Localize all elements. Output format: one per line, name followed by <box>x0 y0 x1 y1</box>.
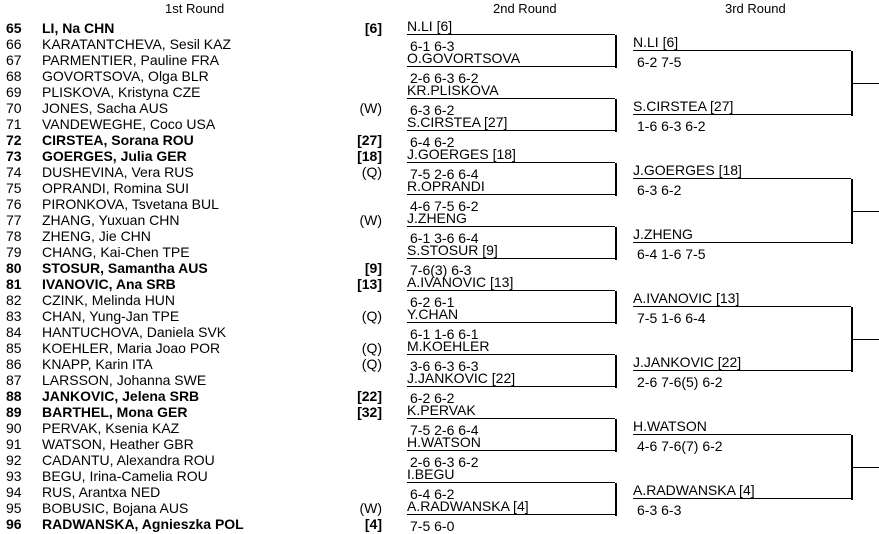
player-name: ZHANG, Yuxuan CHN <box>42 212 180 228</box>
round3-score: 1-6 6-3 6-2 <box>637 118 706 134</box>
round2-winner: A.IVANOVIC [13] <box>407 274 615 291</box>
player-row <box>0 484 385 500</box>
round3-winner: N.LI [6] <box>633 34 851 51</box>
round2-winner: Y.CHAN <box>407 306 615 323</box>
round2-score: 4-6 7-5 6-2 <box>410 198 479 214</box>
player-num: 72 <box>6 132 22 148</box>
round2-score: 6-4 6-2 <box>410 134 455 150</box>
player-num: 78 <box>6 228 22 244</box>
player-num: 86 <box>6 356 22 372</box>
player-row <box>0 324 385 340</box>
player-row <box>0 436 385 452</box>
round2-score: 3-6 6-3 6-3 <box>410 358 479 374</box>
player-row <box>0 404 385 420</box>
round2-score: 7-5 2-6 6-4 <box>410 166 479 182</box>
player-num: 82 <box>6 292 22 308</box>
round3-winner: J.GOERGES [18] <box>633 162 851 179</box>
player-name: KNAPP, Karin ITA <box>42 356 153 372</box>
player-num: 81 <box>6 276 22 292</box>
round2-score: 6-1 6-3 <box>410 38 455 54</box>
round3-winner: H.WATSON <box>633 418 851 435</box>
player-seed: [9] <box>364 260 382 276</box>
player-seed: (Q) <box>361 164 382 180</box>
player-num: 83 <box>6 308 22 324</box>
round2-score: 7-6(3) 6-3 <box>410 262 472 278</box>
player-seed: (Q) <box>361 308 382 324</box>
connector-r3-out <box>851 339 879 340</box>
player-name: KARATANTCHEVA, Sesil KAZ <box>42 36 232 52</box>
player-num: 95 <box>6 500 22 516</box>
player-row <box>0 340 385 356</box>
player-name: IVANOVIC, Ana SRB <box>42 276 176 292</box>
player-name: RADWANSKA, Agnieszka POL <box>42 516 244 532</box>
round2-score: 6-3 6-2 <box>410 102 455 118</box>
player-seed: [22] <box>357 388 382 404</box>
player-row <box>0 372 385 388</box>
player-num: 88 <box>6 388 22 404</box>
player-name: BOBUSIC, Bojana AUS <box>42 500 189 516</box>
player-seed: [18] <box>357 148 382 164</box>
player-name: BEGU, Irina-Camelia ROU <box>42 468 208 484</box>
player-num: 94 <box>6 484 22 500</box>
player-row <box>0 260 385 276</box>
round2-winner: S.CIRSTEA [27] <box>407 114 615 131</box>
player-num: 75 <box>6 180 22 196</box>
player-row <box>0 356 385 372</box>
player-row <box>0 516 385 532</box>
player-seed: [6] <box>364 20 382 36</box>
player-row <box>0 452 385 468</box>
player-name: JANKOVIC, Jelena SRB <box>42 388 200 404</box>
player-row <box>0 36 385 52</box>
round3-winner: J.JANKOVIC [22] <box>633 354 851 371</box>
round2-winner: KR.PLISKOVA <box>407 82 615 99</box>
player-name: BARTHEL, Mona GER <box>42 404 188 420</box>
player-name: CHANG, Kai-Chen TPE <box>42 244 190 260</box>
player-name: STOSUR, Samantha AUS <box>42 260 208 276</box>
player-name: OPRANDI, Romina SUI <box>42 180 190 196</box>
round3-score: 6-3 6-3 <box>637 502 682 518</box>
round3-score: 7-5 1-6 6-4 <box>637 310 706 326</box>
player-num: 70 <box>6 100 22 116</box>
player-num: 77 <box>6 212 22 228</box>
player-num: 69 <box>6 84 22 100</box>
player-name: RUS, Arantxa NED <box>42 484 161 500</box>
player-row <box>0 68 385 84</box>
player-num: 85 <box>6 340 22 356</box>
player-seed: (W) <box>359 100 382 116</box>
player-num: 87 <box>6 372 22 388</box>
round3-score: 6-3 6-2 <box>637 182 682 198</box>
round3-winner: J.ZHENG <box>633 226 851 243</box>
connector-r2 <box>615 163 617 196</box>
player-row <box>0 388 385 404</box>
player-row <box>0 228 385 244</box>
round2-winner: J.GOERGES [18] <box>407 146 615 163</box>
round2-winner: M.KOEHLER <box>407 338 615 355</box>
connector-r3-out <box>851 467 879 468</box>
round3-score: 6-2 7-5 <box>637 54 682 70</box>
player-row <box>0 212 385 228</box>
connector-r2 <box>615 99 617 132</box>
player-name: CZINK, Melinda HUN <box>42 292 176 308</box>
player-row <box>0 196 385 212</box>
player-num: 79 <box>6 244 22 260</box>
player-num: 84 <box>6 324 22 340</box>
round2-winner: A.RADWANSKA [4] <box>407 498 615 515</box>
round3-winner: A.IVANOVIC [13] <box>633 290 851 307</box>
round2-winner: N.LI [6] <box>407 18 615 35</box>
player-num: 96 <box>6 516 22 532</box>
connector-r2 <box>615 355 617 388</box>
player-seed: (W) <box>359 212 382 228</box>
connector-r2 <box>615 35 617 68</box>
player-seed: (Q) <box>361 356 382 372</box>
round2-winner: S.STOSUR [9] <box>407 242 615 259</box>
player-row <box>0 148 385 164</box>
player-num: 80 <box>6 260 22 276</box>
player-row <box>0 276 385 292</box>
player-row <box>0 180 385 196</box>
player-seed: [32] <box>357 404 382 420</box>
player-row <box>0 292 385 308</box>
round2-winner: K.PERVAK <box>407 402 615 419</box>
player-name: ZHENG, Jie CHN <box>42 228 151 244</box>
player-row <box>0 164 385 180</box>
round2-winner: R.OPRANDI <box>407 178 615 195</box>
player-row <box>0 420 385 436</box>
player-num: 90 <box>6 420 22 436</box>
round2-score: 7-5 2-6 6-4 <box>410 422 479 438</box>
round2-score: 6-2 6-2 <box>410 390 455 406</box>
player-num: 74 <box>6 164 22 180</box>
player-name: KOEHLER, Maria Joao POR <box>42 340 221 356</box>
round2-score: 2-6 6-3 6-2 <box>410 454 479 470</box>
player-seed: [13] <box>357 276 382 292</box>
connector-r2 <box>615 227 617 260</box>
connector-r3-out <box>851 211 879 212</box>
connector-r2 <box>615 291 617 324</box>
header-round-1: 1st Round <box>165 1 225 16</box>
round2-score: 7-5 6-0 <box>410 518 455 534</box>
player-row <box>0 308 385 324</box>
player-name: DUSHEVINA, Vera RUS <box>42 164 194 180</box>
player-num: 71 <box>6 116 22 132</box>
player-row <box>0 468 385 484</box>
player-name: CIRSTEA, Sorana ROU <box>42 132 194 148</box>
player-name: PARMENTIER, Pauline FRA <box>42 52 220 68</box>
player-row <box>0 244 385 260</box>
round2-winner: J.ZHENG <box>407 210 615 227</box>
connector-r3-out <box>851 83 879 84</box>
player-num: 93 <box>6 468 22 484</box>
round2-score: 6-2 6-1 <box>410 294 455 310</box>
round2-score: 6-4 6-2 <box>410 486 455 502</box>
connector-r2 <box>615 483 617 516</box>
player-name: PERVAK, Ksenia KAZ <box>42 420 180 436</box>
player-seed: (Q) <box>361 340 382 356</box>
player-seed: [4] <box>364 516 382 532</box>
player-name: GOERGES, Julia GER <box>42 148 187 164</box>
player-num: 68 <box>6 68 22 84</box>
header-round-2: 2nd Round <box>493 1 557 16</box>
round2-winner: O.GOVORTSOVA <box>407 50 615 67</box>
player-seed: [27] <box>357 132 382 148</box>
connector-r2 <box>615 419 617 452</box>
player-num: 91 <box>6 436 22 452</box>
player-name: GOVORTSOVA, Olga BLR <box>42 68 209 84</box>
player-name: HANTUCHOVA, Daniela SVK <box>42 324 227 340</box>
player-name: JONES, Sacha AUS <box>42 100 169 116</box>
round3-winner: A.RADWANSKA [4] <box>633 482 851 499</box>
player-row <box>0 116 385 132</box>
player-num: 89 <box>6 404 22 420</box>
player-num: 67 <box>6 52 22 68</box>
round3-score: 4-6 7-6(7) 6-2 <box>637 438 723 454</box>
header-round-3: 3rd Round <box>725 1 786 16</box>
player-num: 73 <box>6 148 22 164</box>
player-name: CHAN, Yung-Jan TPE <box>42 308 180 324</box>
round3-score: 2-6 7-6(5) 6-2 <box>637 374 723 390</box>
round2-score: 2-6 6-3 6-2 <box>410 70 479 86</box>
player-name: WATSON, Heather GBR <box>42 436 194 452</box>
player-row <box>0 20 385 36</box>
player-row <box>0 84 385 100</box>
round2-winner: H.WATSON <box>407 434 615 451</box>
player-name: PIRONKOVA, Tsvetana BUL <box>42 196 219 212</box>
player-name: LI, Na CHN <box>42 20 115 36</box>
player-name: VANDEWEGHE, Coco USA <box>42 116 216 132</box>
player-num: 66 <box>6 36 22 52</box>
player-name: PLISKOVA, Kristyna CZE <box>42 84 201 100</box>
round3-score: 6-4 1-6 7-5 <box>637 246 706 262</box>
player-num: 76 <box>6 196 22 212</box>
player-seed: (W) <box>359 500 382 516</box>
round3-winner: S.CIRSTEA [27] <box>633 98 851 115</box>
player-row <box>0 52 385 68</box>
player-row <box>0 100 385 116</box>
player-name: CADANTU, Alexandra ROU <box>42 452 215 468</box>
player-num: 65 <box>6 20 22 36</box>
round2-winner: I.BEGU <box>407 466 615 483</box>
player-row <box>0 500 385 516</box>
player-num: 92 <box>6 452 22 468</box>
round2-score: 6-1 3-6 6-4 <box>410 230 479 246</box>
player-row <box>0 132 385 148</box>
round2-score: 6-1 1-6 6-1 <box>410 326 479 342</box>
round2-winner: J.JANKOVIC [22] <box>407 370 615 387</box>
player-name: LARSSON, Johanna SWE <box>42 372 207 388</box>
